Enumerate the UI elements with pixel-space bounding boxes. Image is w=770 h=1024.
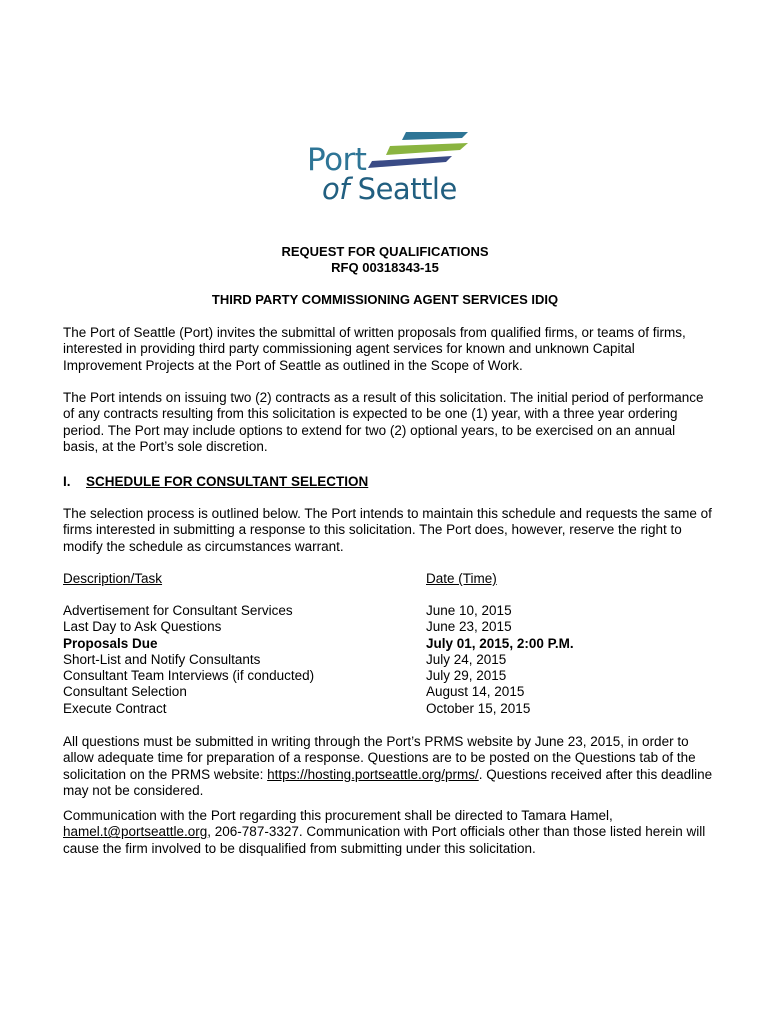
schedule-date-column: [426, 603, 574, 717]
schedule-task: Last Day to Ask Questions: [63, 619, 222, 635]
logo-stripe-blue: [402, 132, 468, 140]
questions-text-start: All questions must be submitted in writing through the Port’s PRMS website by June 23, 2015, in order to allow adequate time for preparation of a response. Questions are to be posted on the Questions tab of the solicitation on the PRMS website:: [63, 734, 696, 782]
questions-paragraph: [63, 734, 713, 799]
schedule-task-highlight: Proposals Due: [63, 635, 158, 651]
rfq-number: RFQ 00318343-15: [331, 260, 439, 275]
communication-paragraph: [63, 808, 713, 857]
schedule-date: October 15, 2015: [426, 700, 531, 716]
section-title: SCHEDULE FOR CONSULTANT SELECTION: [86, 474, 369, 489]
schedule-header-date: Date (Time): [426, 571, 497, 586]
logo-word-of: of: [322, 172, 349, 206]
schedule-task: Advertisement for Consultant Services: [63, 603, 293, 618]
logo-word-port: Port: [307, 142, 367, 178]
logo-stripe-dark: [368, 156, 452, 168]
schedule-task: Consultant Team Interviews (if conducted): [63, 668, 315, 684]
schedule-task: Short-List and Notify Consultants: [63, 651, 261, 667]
schedule-task: Consultant Selection: [63, 684, 187, 700]
schedule-date: June 10, 2015: [426, 603, 512, 618]
contact-email-link[interactable]: hamel.t@portseattle.org: [63, 824, 208, 840]
communication-text-start: Communication with the Port regarding this procurement shall be directed to Tamara Hamel,: [63, 808, 613, 823]
prms-website-link[interactable]: https://hosting.portseattle.org/prms/: [267, 766, 479, 782]
schedule-date: August 14, 2015: [426, 684, 525, 700]
logo-word-seattle: Seattle: [357, 172, 457, 206]
schedule-date: July 29, 2015: [426, 668, 507, 684]
schedule-task: Execute Contract: [63, 700, 167, 716]
intro-paragraph-2: The Port intends on issuing two (2) contracts as a result of this solicitation. The initial period of performance of any contracts resulting from this solicitation is expected to be one (1) year, with a three year ordering period. The Port may include options to extend for two (2) optional years, to be exercised on an annual basis, at the Port’s sole discretion.: [63, 390, 704, 454]
section-heading: [63, 474, 368, 490]
schedule-date: June 23, 2015: [426, 619, 512, 635]
schedule-header-task: Description/Task: [63, 571, 163, 586]
document-title: REQUEST FOR QUALIFICATIONS: [281, 244, 489, 259]
schedule-task-column: [63, 603, 314, 717]
section-intro-paragraph: The selection process is outlined below. The Port intends to maintain this schedule and requests the same of firms interested in submitting a response to this solicitation. The Port does, however, reserve the right to modify the schedule as circumstances warrant.: [63, 506, 712, 554]
questions-text-end: . Questions received after this deadline may not be considered.: [63, 766, 713, 798]
communication-text-end: , 206-787-3327. Communication with Port officials other than those listed herein will cause the firm involved to be disqualified from submitting under this solicitation.: [63, 824, 706, 856]
schedule-date: July 24, 2015: [426, 651, 507, 667]
section-number: I.: [63, 474, 71, 489]
intro-paragraph-1: The Port of Seattle (Port) invites the submittal of written proposals from qualified firms, or teams of firms, interested in providing third party commissioning agent services for known and unknown Capital Improvement Projects at the Port of Seattle as outlined in the Scope of Work.: [63, 325, 686, 373]
logo-stripe-green: [386, 143, 468, 155]
schedule-date-highlight: July 01, 2015, 2:00 P.M.: [426, 635, 574, 651]
port-of-seattle-logo: [300, 128, 470, 210]
logo-word-of-seattle: [322, 172, 457, 206]
document-subtitle: THIRD PARTY COMMISSIONING AGENT SERVICES IDIQ: [211, 292, 559, 307]
